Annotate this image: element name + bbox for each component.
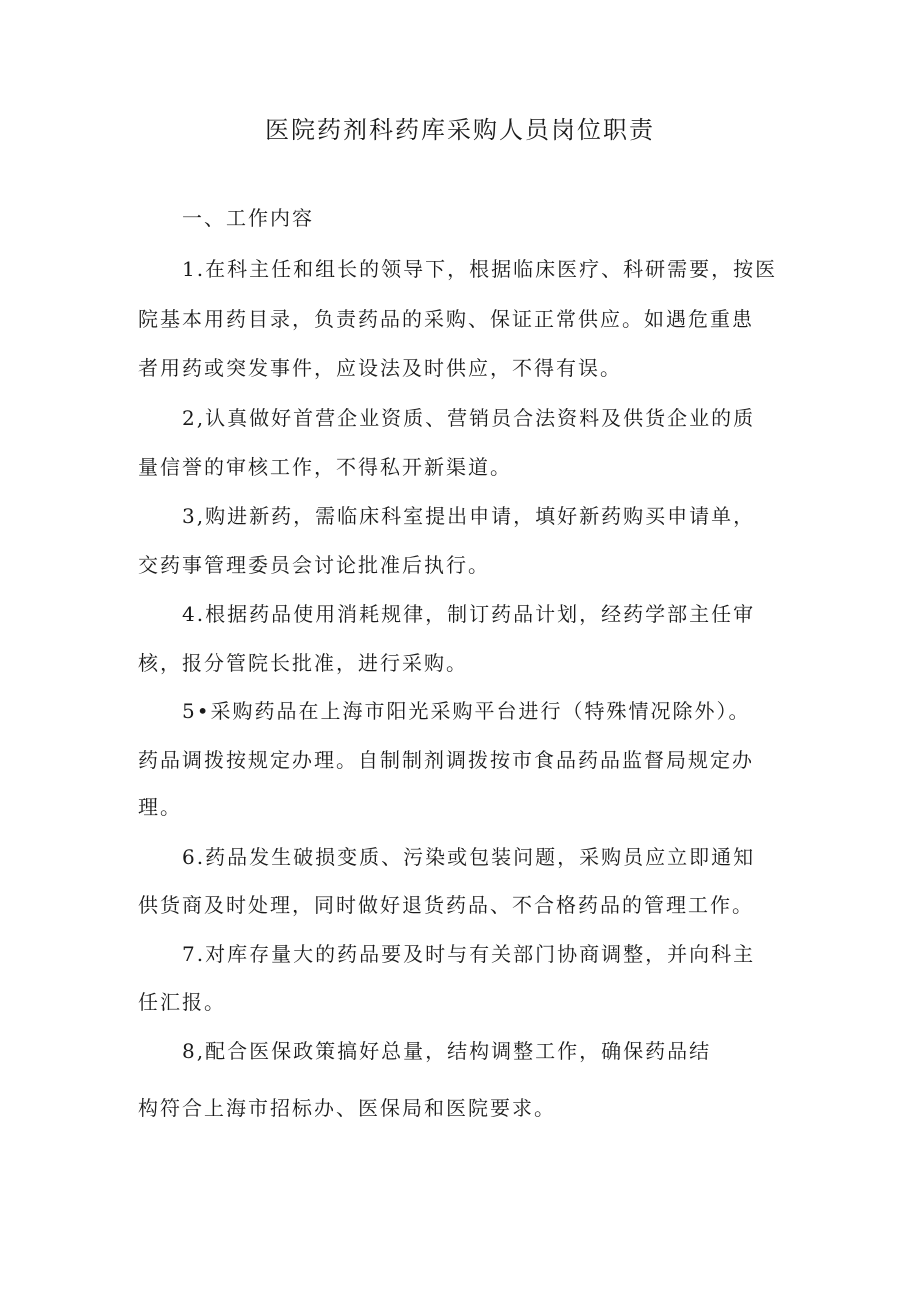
paragraph-line: 量信誉的审核工作，不得私开新渠道。 (138, 455, 512, 479)
paragraph-line: 4.根据药品使用消耗规律，制订药品计划，经药学部主任审 (182, 602, 756, 626)
paragraph-line: 交药事管理委员会讨论批准后执行。 (138, 553, 490, 577)
paragraph-line: 任汇报。 (138, 990, 226, 1014)
section-heading: 一、工作内容 (182, 206, 314, 230)
paragraph-line: 6.药品发生破损变质、污染或包装问题，采购员应立即通知 (182, 845, 756, 869)
paragraph-line: 药品调拨按规定办理。自制制剂调拨按市食品药品监督局规定办 (138, 748, 754, 772)
paragraph-line: 1.在科主任和组长的领导下，根据临床医疗、科研需要，按医 (182, 257, 778, 281)
paragraph-line: 核，报分管院长批准，进行采购。 (138, 651, 468, 675)
paragraph-line: 2,认真做好首营企业资质、营销员合法资料及供货企业的质 (182, 406, 756, 430)
paragraph-line: 构符合上海市招标办、医保局和医院要求。 (138, 1096, 556, 1120)
paragraph-line: 5•采购药品在上海市阳光采购平台进行（特殊情况除外）。 (182, 699, 751, 723)
paragraph-line: 供货商及时处理，同时做好退货药品、不合格药品的管理工作。 (138, 893, 754, 917)
paragraph-line: 者用药或突发事件，应设法及时供应，不得有误。 (138, 356, 622, 380)
document-title: 医院药剂科药库采购人员岗位职责 (265, 116, 655, 144)
paragraph-line: 院基本用药目录，负责药品的采购、保证正常供应。如遇危重患 (138, 307, 754, 331)
paragraph-line: 理。 (138, 795, 182, 819)
paragraph-line: 8,配合医保政策搞好总量，结构调整工作，确保药品结 (182, 1039, 712, 1063)
paragraph-line: 7.对库存量大的药品要及时与有关部门协商调整，并向科主 (182, 942, 756, 966)
paragraph-line: 3,购进新药，需临床科室提出申请，填好新药购买申请单， (182, 504, 756, 528)
